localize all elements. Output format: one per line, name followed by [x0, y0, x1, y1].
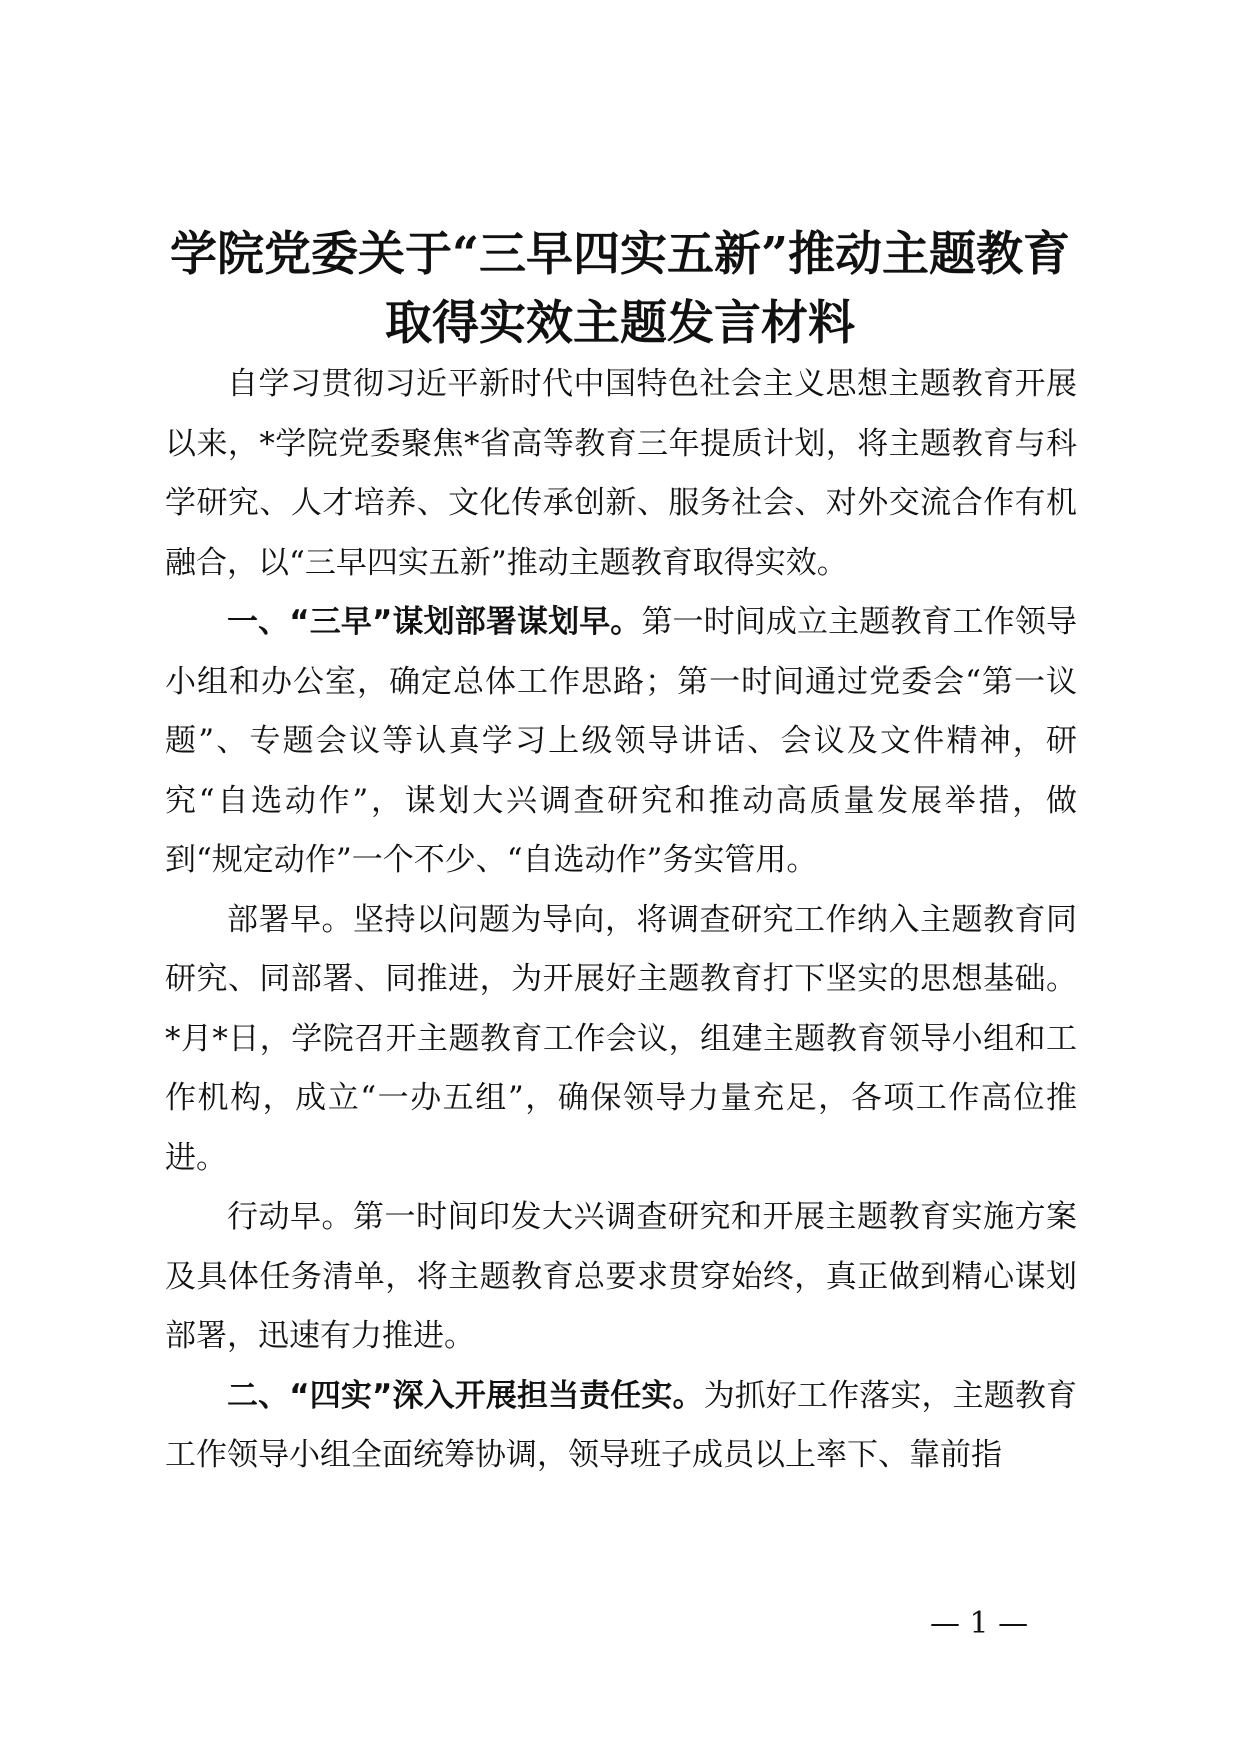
- paragraph-text: 自学习贯彻习近平新时代中国特色社会主义思想主题教育开展以来，*学院党委聚焦*省高等教育三年提质计划，将主题教育与科学研究、人才培养、文化传承创新、服务社会、对外交流合作有机融合，以“三早四实五新”推动主题教育取得实效。: [165, 366, 1077, 581]
- paragraph-text: 为抓好工作落实，主题教育工作领导小组全面统筹协调，领导班子成员以上率下、靠前指: [165, 1377, 1078, 1473]
- document-body: [165, 355, 1077, 1486]
- paragraph-deployment: [165, 891, 1077, 1189]
- paragraph-lead: 二、“四实”深入开展担当责任实。: [227, 1377, 704, 1414]
- paragraph-section-1: [165, 593, 1077, 891]
- paragraph-text: 第一时间成立主题教育工作领导小组和办公室，确定总体工作思路；第一时间通过党委会“第一议题”、专题会议等认真学习上级领导讲话、会议及文件精神，研究“自选动作”，谋划大兴调查研究和推动高质量发展举措，做到“规定动作”一个不少、“自选动作”务实管用。: [165, 604, 1078, 878]
- paragraph-lead: 一、“三早”谋划部署谋划早。: [227, 604, 642, 640]
- title-line-1: 学院党委关于“三早四实五新”推动主题教育: [169, 227, 1071, 282]
- title-line-2: 取得实效主题发言材料: [385, 296, 855, 351]
- paragraph-text: 部署早。坚持以问题为导向，将调查研究工作纳入主题教育同研究、同部署、同推进，为开展好主题教育打下坚实的思想基础。*月*日，学院召开主题教育工作会议，组建主题教育领导小组和工作机构，成立“一办五组”，确保领导力量充足，各项工作高位推进。: [165, 901, 1077, 1176]
- paragraph-intro: [165, 355, 1077, 593]
- document-title: [150, 220, 1090, 358]
- page-number: — 1 —: [930, 1606, 1029, 1641]
- paragraph-text: 行动早。第一时间印发大兴调查研究和开展主题教育实施方案及具体任务清单，将主题教育总要求贯穿始终，真正做到精心谋划部署，迅速有力推进。: [165, 1199, 1077, 1354]
- paragraph-section-2: [165, 1367, 1077, 1486]
- paragraph-action: [165, 1188, 1077, 1367]
